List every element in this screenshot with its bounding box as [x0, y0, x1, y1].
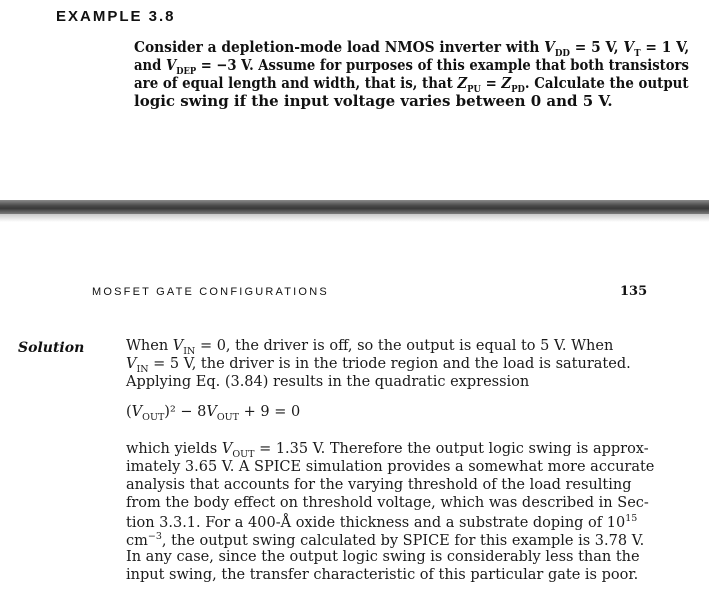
example-line-4: logic swing if the input voltage varies between 0 and 5 V.	[134, 92, 613, 110]
solution-line-7: from the body effect on threshold voltage, which was described in Sec-	[126, 495, 649, 511]
solution-line-11: input swing, the transfer characteristic of this particular gate is poor.	[126, 567, 639, 583]
page-number: 135	[620, 284, 648, 299]
solution-line-3: Applying Eq. (3.84) results in the quadratic expression	[126, 374, 530, 390]
example-line-1: Consider a depletion-mode load NMOS inverter with $V_{DD} = 5$ V, $V_T = 1$ V,	[134, 38, 690, 59]
example-line-2: and $V_{DEP} = -3$ V. Assume for purposes of this example that both transistors	[134, 56, 689, 77]
solution-label: Solution	[18, 340, 85, 356]
solution-line-6: analysis that accounts for the varying threshold of the load resulting	[126, 477, 632, 493]
solution-line-9: $cm^{-3}$, the output swing calculated by SPICE for this example is 3.78 V.	[126, 531, 645, 549]
solution-line-2: $V_{IN} = 5$ V, the driver is in the triode region and the load is saturated.	[126, 356, 631, 375]
equation: $(V_{OUT})^2 - 8V_{OUT} + 9 = 0$	[126, 404, 301, 423]
solution-line-10: In any case, since the output logic swing is considerably less than the	[126, 549, 640, 565]
running-head: MOSFET GATE CONFIGURATIONS	[92, 286, 329, 298]
solution-line-8: tion 3.3.1. For a 400-Å oxide thickness and a substrate doping of $10^{15}$	[126, 513, 638, 531]
page-separator-shadow	[0, 214, 709, 222]
example-title: EXAMPLE 3.8	[56, 8, 176, 25]
page-separator-bar	[0, 200, 709, 214]
solution-line-4: which yields $V_{OUT} = 1.35$ V. Therefore the output logic swing is approx-	[126, 441, 649, 460]
solution-line-5: imately 3.65 V. A SPICE simulation provides a somewhat more accurate	[126, 459, 655, 475]
example-line-3: are of equal length and width, that is, that $Z_{PU} = Z_{PD}$. Calculate the output	[134, 74, 689, 95]
solution-line-1: When $V_{IN} = 0$, the driver is off, so the output is equal to 5 V. When	[126, 338, 614, 357]
